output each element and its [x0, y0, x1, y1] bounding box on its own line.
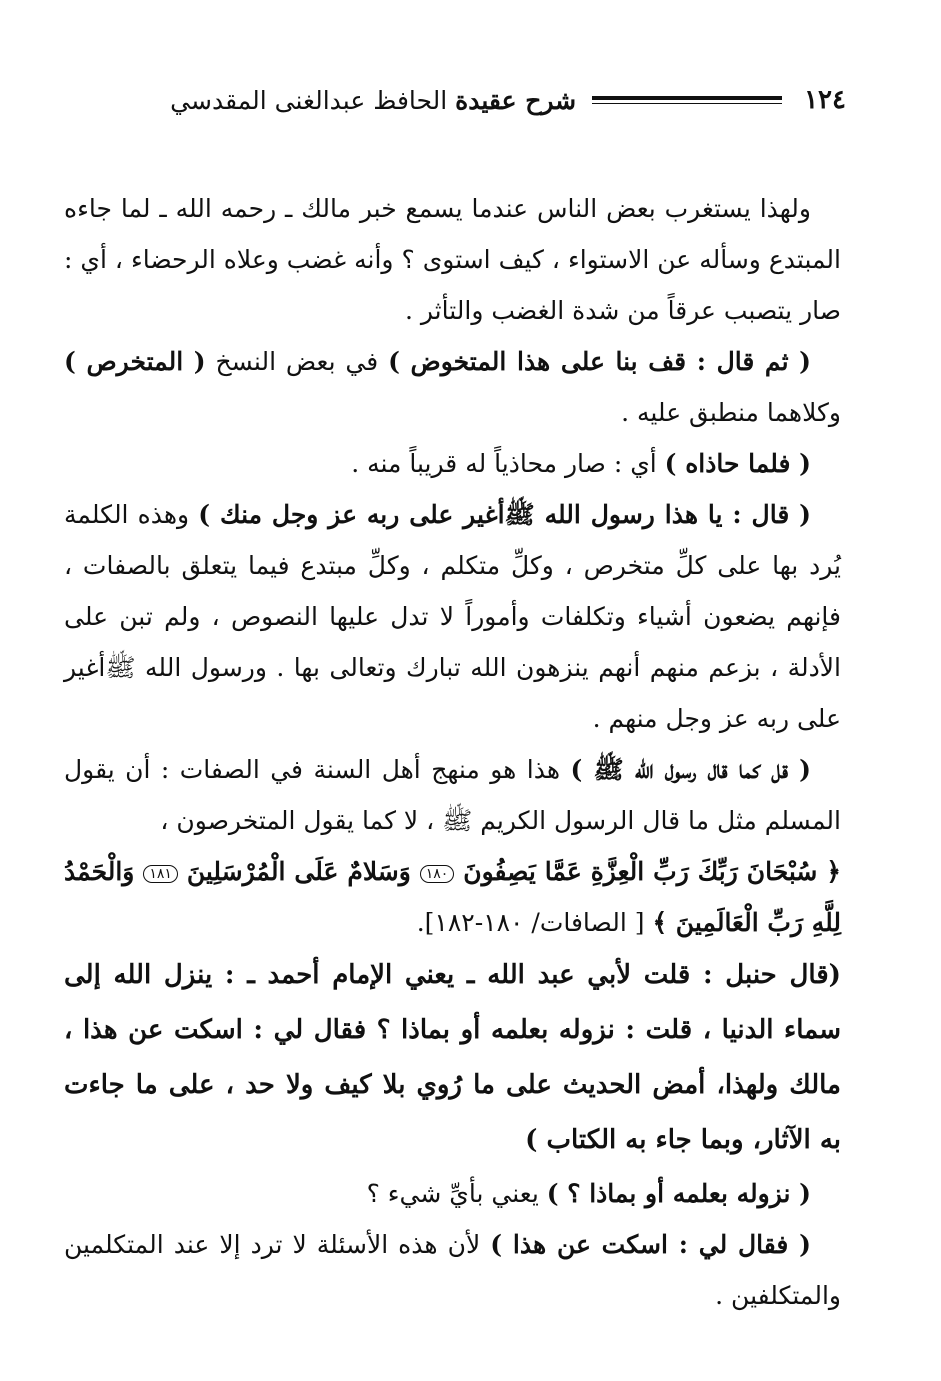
- paragraph-text: هذا هو منهج أهل السنة في الصفات : أن يقول المسلم مثل ما قال الرسول الكريم ﷺ ، لا كما يقول المتخرصون ،: [64, 755, 841, 835]
- ayah-number: ١٨٠: [420, 865, 455, 883]
- ayah-bracket-open: ﴿: [826, 857, 841, 886]
- paragraph-6: (قال حنبل : قلت لأبي عبد الله ـ يعني الإمام أحمد ـ : ينزل الله إلى سماء الدنيا ، قلت : نزوله بعلمه أو بماذا ؟ فقال لي : اسكت عن هذا ، مالك ولهذا، أمض الحديث على ما رُوي بلا كيف ولا حد ، على ما جاءت به الآثار، وبما جاء به الكتاب ): [64, 960, 841, 1155]
- paragraph-text: في بعض النسخ: [205, 347, 389, 376]
- running-header: [30, 78, 846, 122]
- paragraph-1: ولهذا يستغرب بعض الناس عندما يسمع خبر مالك ـ رحمه الله ـ لما جاءه المبتدع وسأله عن الاستواء ، كيف استوى ؟ وأنه غضب وعلاه الرحضاء ، أي : صار يتصبب عرقاً من شدة الغضب والتأثر .: [64, 194, 841, 325]
- quoted-text: ( نزوله بعلمه أو بماذا ؟ ): [546, 1179, 811, 1208]
- quoted-text: ( قل كما قال رسول الله ﷺ ): [570, 755, 811, 784]
- paragraph-5: [64, 744, 841, 846]
- ayah-text: وَسَلامٌ عَلَى الْمُرْسَلِينَ: [177, 857, 420, 886]
- running-title-bold: شرح عقيدة: [455, 85, 577, 115]
- header-rule: [592, 96, 782, 104]
- ayah-text: سُبْحَانَ رَبِّكَ رَبِّ الْعِزَّةِ عَمَّا يَصِفُونَ: [454, 857, 827, 886]
- ayah-bracket-close: ﴾: [652, 908, 668, 937]
- paragraph-text: وكلاهما منطبق عليه .: [621, 398, 841, 427]
- paragraph-text: أي : صار محاذياً له قريباً منه .: [351, 449, 665, 478]
- quoted-text: ( فلما حاذاه ): [664, 449, 811, 478]
- quoted-text: ( فقال لي : اسكت عن هذا ): [490, 1230, 811, 1259]
- paragraph-text: يعني بأيِّ شيء ؟: [366, 1179, 547, 1208]
- ayah-number: ١٨١: [143, 865, 178, 883]
- paragraph-8: [64, 1219, 841, 1321]
- ayah-reference: [ الصافات/ ١٨٠-١٨٢].: [416, 908, 653, 937]
- paragraph-3: [64, 438, 841, 489]
- quran-verse: [64, 846, 841, 948]
- quoted-text: ( المتخرص ): [64, 347, 206, 376]
- paragraph-4: [64, 489, 841, 744]
- running-title-rest: الحافظ عبدالغنى المقدسي: [170, 85, 448, 115]
- page-number: ١٢٤: [804, 85, 846, 115]
- paragraph-text: لأن هذه الأسئلة لا ترد إلا عند المتكلمين والمتكلفين .: [64, 1230, 841, 1310]
- paragraph-2: [64, 336, 841, 438]
- header-rule-thin: [592, 103, 782, 104]
- quoted-text: ( ثم قال : قف بنا على هذا المتخوض ): [388, 347, 811, 376]
- ayah-text: وَالْحَمْدُ لِلَّهِ رَبِّ الْعَالَمِينَ: [64, 857, 841, 937]
- quoted-text: ( قال : يا هذا رسول الله ﷺأغير على ربه عز وجل منك ): [198, 500, 811, 529]
- running-title: [170, 86, 576, 115]
- paragraph-text: وهذه الكلمة يُرد بها على كلِّ متخرص ، وكلِّ متكلم ، وكلِّ مبتدع فيما يتعلق بالصفات ، فإنهم يضعون أشياء وتكلفات وأموراً لا تدل عليها النصوص ، ولم تبن على الأدلة ، بزعم منهم أنهم ينزهون الله تبارك وتعالى بها . ورسول الله ﷺأغير على ربه عز وجل منهم .: [64, 500, 841, 733]
- paragraph-7: [64, 1168, 841, 1219]
- header-rule-thick: [592, 96, 782, 100]
- body-text: [64, 183, 841, 1321]
